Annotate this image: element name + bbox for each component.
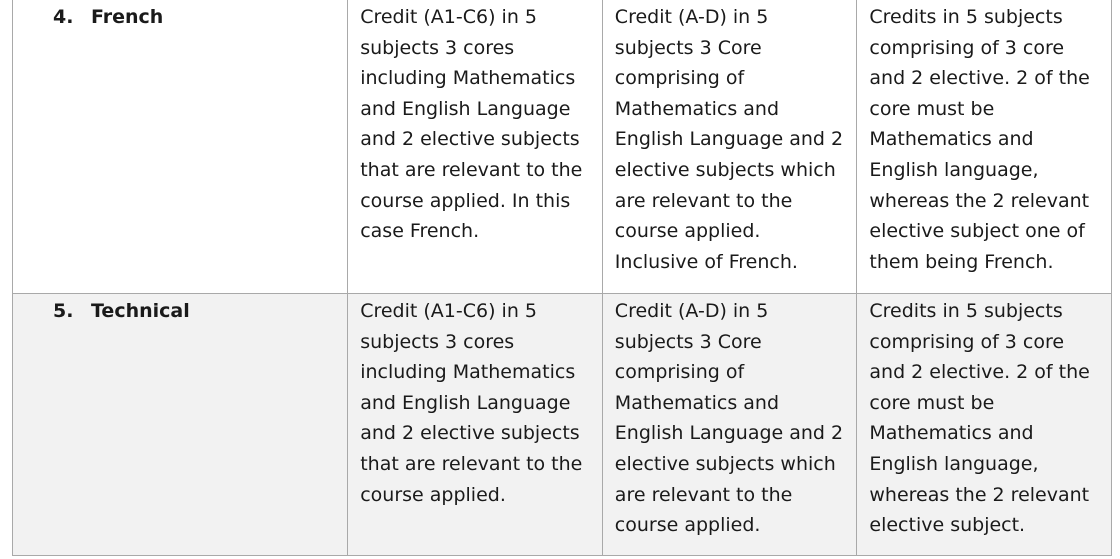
table-row: [13, 0, 1112, 294]
programme-name: Technical: [91, 300, 190, 322]
row-number: 4.: [53, 6, 74, 28]
row-number: 5.: [53, 300, 74, 322]
programme-name: French: [91, 6, 164, 28]
programme-cell: [13, 294, 348, 556]
table-row: [13, 294, 1112, 556]
requirement-cell-c: Credits in 5 subjects comprising of 3 core and 2 elective. 2 of the core must be Mathematics and English language, whereas the 2 relevant elective subject.: [857, 294, 1112, 556]
programme-cell: [13, 0, 348, 294]
requirement-cell-a: Credit (A1-C6) in 5 subjects 3 cores including Mathematics and English Language and 2 elective subjects that are relevant to the course applied.: [348, 294, 603, 556]
requirement-cell-b: Credit (A-D) in 5 subjects 3 Core comprising of Mathematics and English Language and 2 elective subjects which are relevant to the course applied. Inclusive of French.: [602, 0, 857, 294]
requirements-table: [12, 0, 1112, 556]
requirement-cell-b: Credit (A-D) in 5 subjects 3 Core comprising of Mathematics and English Language and 2 elective subjects which are relevant to the course applied.: [602, 294, 857, 556]
requirement-cell-a: Credit (A1-C6) in 5 subjects 3 cores including Mathematics and English Language and 2 elective subjects that are relevant to the course applied. In this case French.: [348, 0, 603, 294]
requirement-cell-c: Credits in 5 subjects comprising of 3 core and 2 elective. 2 of the core must be Mathematics and English language, whereas the 2 relevant elective subject one of them being French.: [857, 0, 1112, 294]
